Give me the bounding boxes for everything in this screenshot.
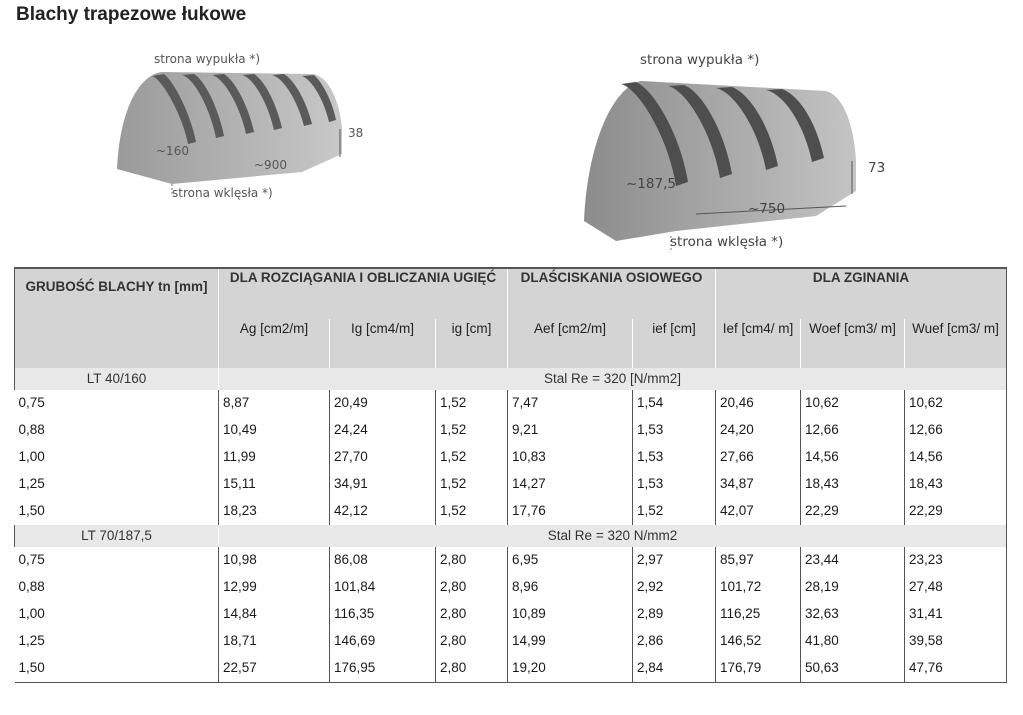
- table-cell: 10,62: [801, 390, 905, 417]
- dim-width-label: ~900: [254, 158, 287, 172]
- table-cell: 1,52: [436, 390, 508, 417]
- table-row: [15, 628, 1007, 655]
- table-cell: 9,21: [508, 417, 633, 444]
- arched-sheet-lt70-image: [576, 46, 896, 260]
- table-cell: 2,80: [436, 628, 508, 655]
- dim-pitch-label: ~160: [156, 144, 189, 158]
- table-cell: 31,41: [905, 601, 1007, 628]
- table-cell: 1,00: [18, 606, 45, 621]
- table-cell: 0,88: [18, 422, 45, 437]
- table-cell: 14,99: [508, 628, 633, 655]
- table-cell: 2,80: [436, 655, 508, 683]
- table-cell: 116,25: [716, 601, 801, 628]
- table-cell: 2,80: [436, 547, 508, 574]
- table-cell: 23,44: [801, 547, 905, 574]
- col-header-ig: Ig [cm4/m]: [330, 319, 436, 368]
- table-cell: 2,80: [436, 601, 508, 628]
- table-cell: 0,75: [18, 395, 45, 410]
- table-cell: 1,52: [436, 417, 508, 444]
- profile-figure-lt40: [112, 44, 382, 209]
- table-cell: 39,58: [905, 628, 1007, 655]
- steel-grade: Stal Re = 320 N/mm2: [219, 525, 1007, 547]
- compression-group-header: DLAŚCISKANIA OSIOWEGO: [508, 268, 716, 319]
- table-cell: 12,99: [219, 574, 330, 601]
- table-row: [15, 498, 1007, 525]
- table-cell: 24,24: [330, 417, 436, 444]
- table-cell: 42,07: [716, 498, 801, 525]
- table-cell: 22,57: [219, 655, 330, 683]
- dim-width-label: ~750: [748, 201, 786, 217]
- table-row: [15, 601, 1007, 628]
- table-cell: 18,23: [219, 498, 330, 525]
- table-cell: 101,84: [330, 574, 436, 601]
- table-cell: 14,27: [508, 471, 633, 498]
- table-cell: 47,76: [905, 655, 1007, 683]
- col-header-ig-cm: ig [cm]: [436, 319, 508, 368]
- table-cell: 8,96: [508, 574, 633, 601]
- table-cell: 1,25: [18, 633, 45, 648]
- table-cell: 1,53: [633, 444, 716, 471]
- table-cell: 27,70: [330, 444, 436, 471]
- table-cell: 18,71: [219, 628, 330, 655]
- table-cell: 6,95: [508, 547, 633, 574]
- table-cell: 19,20: [508, 655, 633, 683]
- profile-name: LT 70/187,5: [15, 525, 219, 547]
- table-cell: 11,99: [219, 444, 330, 471]
- col-header-ief-cm: ief [cm]: [633, 319, 716, 368]
- thickness-header: GRUBOŚĆ BLACHY tn [mm]: [15, 268, 219, 368]
- table-cell: 28,19: [801, 574, 905, 601]
- convex-side-label: strona wypukła *): [154, 52, 261, 66]
- table-cell: 41,80: [801, 628, 905, 655]
- table-cell: 14,84: [219, 601, 330, 628]
- table-cell: 23,23: [905, 547, 1007, 574]
- table-cell: 14,56: [905, 444, 1007, 471]
- table-cell: 0,75: [18, 552, 45, 567]
- table-cell: 0,88: [18, 579, 45, 594]
- table-cell: 24,20: [716, 417, 801, 444]
- table-cell: 27,48: [905, 574, 1007, 601]
- table-cell: 22,29: [905, 498, 1007, 525]
- table-cell: 1,52: [633, 498, 716, 525]
- table-cell: 1,00: [18, 449, 45, 464]
- table-cell: 101,72: [716, 574, 801, 601]
- table-cell: 34,87: [716, 471, 801, 498]
- group-row: [15, 368, 1007, 390]
- profile-name: LT 40/160: [15, 368, 219, 390]
- table-cell: 2,84: [633, 655, 716, 683]
- table-row: [15, 471, 1007, 498]
- table-cell: 20,46: [716, 390, 801, 417]
- dim-pitch-label: ~187,5: [626, 176, 676, 192]
- specification-table: [14, 267, 1007, 683]
- table-cell: 1,25: [18, 476, 45, 491]
- table-cell: 34,91: [330, 471, 436, 498]
- convex-side-label: strona wypukła *): [640, 52, 760, 68]
- bending-group-header: DLA ZGINANIA: [716, 268, 1007, 319]
- col-header-woef: Woef [cm3/ m]: [801, 319, 905, 368]
- table-cell: 32,63: [801, 601, 905, 628]
- table-cell: 7,47: [508, 390, 633, 417]
- table-cell: 85,97: [716, 547, 801, 574]
- table-cell: 20,49: [330, 390, 436, 417]
- col-header-wuef: Wuef [cm3/ m]: [905, 319, 1007, 368]
- col-header-ag: Ag [cm2/m]: [219, 319, 330, 368]
- page-title: Blachy trapezowe łukowe: [16, 4, 247, 25]
- table-row: [15, 547, 1007, 574]
- dim-height-label: 73: [868, 160, 886, 176]
- table-cell: 176,79: [716, 655, 801, 683]
- table-cell: 1,52: [436, 471, 508, 498]
- table-cell: 116,35: [330, 601, 436, 628]
- table-cell: 12,66: [801, 417, 905, 444]
- tension-group-header: DLA ROZCIĄGANIA I OBLICZANIA UGIĘĆ: [219, 268, 508, 319]
- table-cell: 2,92: [633, 574, 716, 601]
- table-cell: 15,11: [219, 471, 330, 498]
- profile-figure-lt70: [576, 46, 896, 260]
- table-cell: 1,52: [436, 444, 508, 471]
- table-cell: 27,66: [716, 444, 801, 471]
- table-cell: 10,83: [508, 444, 633, 471]
- table-cell: 1,50: [18, 503, 45, 518]
- concave-side-label: strona wklęsła *): [670, 234, 784, 250]
- table-cell: 10,62: [905, 390, 1007, 417]
- table-row: [15, 655, 1007, 683]
- table-row: [15, 444, 1007, 471]
- table-row: [15, 574, 1007, 601]
- table-cell: 17,76: [508, 498, 633, 525]
- table-cell: 18,43: [905, 471, 1007, 498]
- table-cell: 1,53: [633, 471, 716, 498]
- table-cell: 176,95: [330, 655, 436, 683]
- col-header-aef: Aef [cm2/m]: [508, 319, 633, 368]
- arched-sheet-lt40-image: [112, 44, 382, 209]
- table-cell: 86,08: [330, 547, 436, 574]
- dim-height-label: 38: [348, 126, 364, 140]
- table-cell: 18,43: [801, 471, 905, 498]
- table-body: [15, 368, 1007, 683]
- table-cell: 1,50: [15, 655, 219, 683]
- table-cell: 14,56: [801, 444, 905, 471]
- table-cell: 42,12: [330, 498, 436, 525]
- table-cell: 146,69: [330, 628, 436, 655]
- table-cell: 1,53: [633, 417, 716, 444]
- table-cell: 2,89: [633, 601, 716, 628]
- table-cell: 2,80: [436, 574, 508, 601]
- table-row: [15, 390, 1007, 417]
- table-cell: 2,97: [633, 547, 716, 574]
- table-cell: 12,66: [905, 417, 1007, 444]
- col-header-ief: Ief [cm4/ m]: [716, 319, 801, 368]
- table-cell: 10,89: [508, 601, 633, 628]
- table-cell: 10,98: [219, 547, 330, 574]
- table-cell: 50,63: [801, 655, 905, 683]
- table-cell: 2,86: [633, 628, 716, 655]
- table-row: [15, 417, 1007, 444]
- table-cell: 1,52: [436, 498, 508, 525]
- table-cell: 146,52: [716, 628, 801, 655]
- steel-grade: Stal Re = 320 [N/mm2]: [219, 368, 1007, 390]
- table-cell: 1,54: [633, 390, 716, 417]
- table-cell: 22,29: [801, 498, 905, 525]
- table-cell: 8,87: [219, 390, 330, 417]
- concave-side-label: strona wklęsła *): [172, 186, 273, 200]
- table-cell: 10,49: [219, 417, 330, 444]
- group-row: [15, 525, 1007, 547]
